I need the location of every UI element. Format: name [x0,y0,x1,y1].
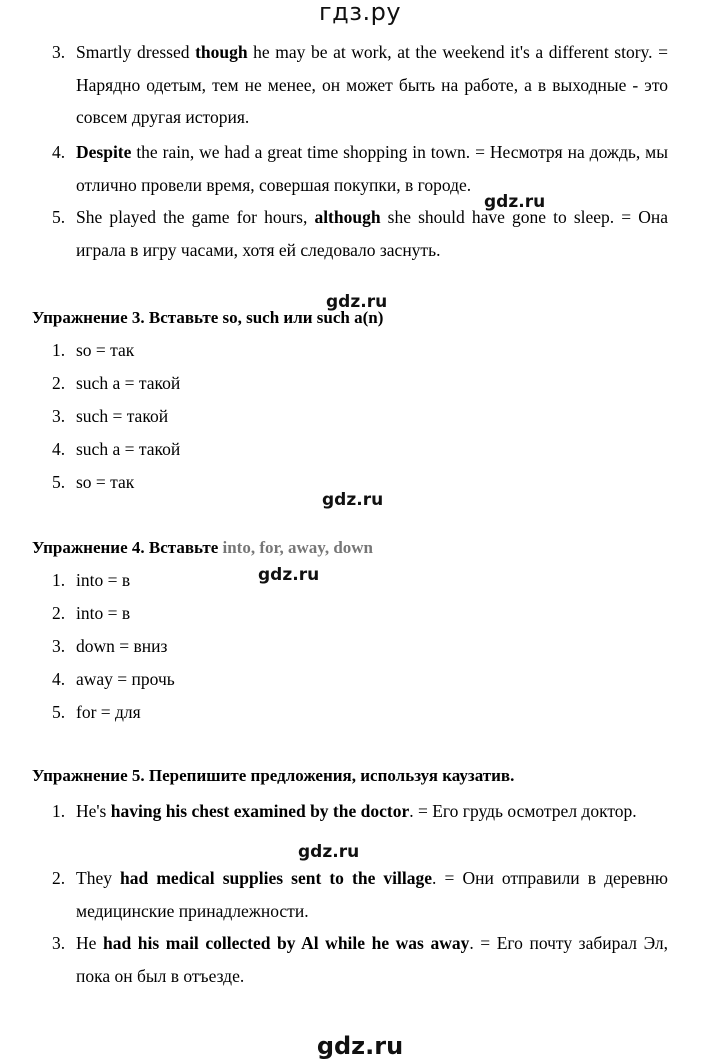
list-item: 3. Smartly dressed though he may be at work, at the weekend it's a different story. = Нарядно одетым, тем не менее, он может быть на работе, а в выходные - это совсем другая история. [52,42,668,127]
watermark: gdz.ru [258,565,320,585]
list-item: 3. down = вниз [52,636,168,656]
list-item: 2. They had medical supplies sent to the village. = Они отправили в деревню медицинские принадлежности. [52,868,668,921]
exercise-4-heading: Упражнение 4. Вставьте into, for, away, down [32,538,374,557]
list-item: 1. so = так [52,340,135,360]
list-item: 4. such a = такой [52,439,181,459]
list-item: 2. into = в [52,603,131,623]
exercise-3-heading: Упражнение 3. Вставьте so, such или such a(n) [32,308,384,327]
list-item: 5. for = для [52,702,141,722]
watermark-bottom: gdz.ru [316,1032,404,1060]
list-item: 4. away = прочь [52,669,175,689]
list-item: 2. such a = такой [52,373,181,393]
watermark: gdz.ru [322,490,384,510]
list-item: 1. He's having his chest examined by the doctor. = Его грудь осмотрел доктор. [52,801,637,821]
watermark: gdz.ru [484,192,546,212]
watermark-top: гдз.ру [318,0,402,26]
list-item: 3. such = такой [52,406,169,426]
exercise-5-heading: Упражнение 5. Перепишите предложения, используя каузатив. [32,766,515,785]
list-item: 1. into = в [52,570,131,590]
watermark: gdz.ru [326,292,388,312]
list-item: 3. He had his mail collected by Al while he was away. = Его почту забирал Эл, пока он был в отъезде. [52,933,669,986]
list-item: 4. Despite the rain, we had a great time shopping in town. = Несмотря на дождь, мы отлично провели время, совершая покупки, в городе. [52,142,668,195]
watermark: gdz.ru [298,842,360,862]
list-item: 5. She played the game for hours, although she should have gone to sleep. = Она играла в игру часами, хотя ей следовало заснуть. [52,207,668,260]
list-item: 5. so = так [52,472,135,492]
